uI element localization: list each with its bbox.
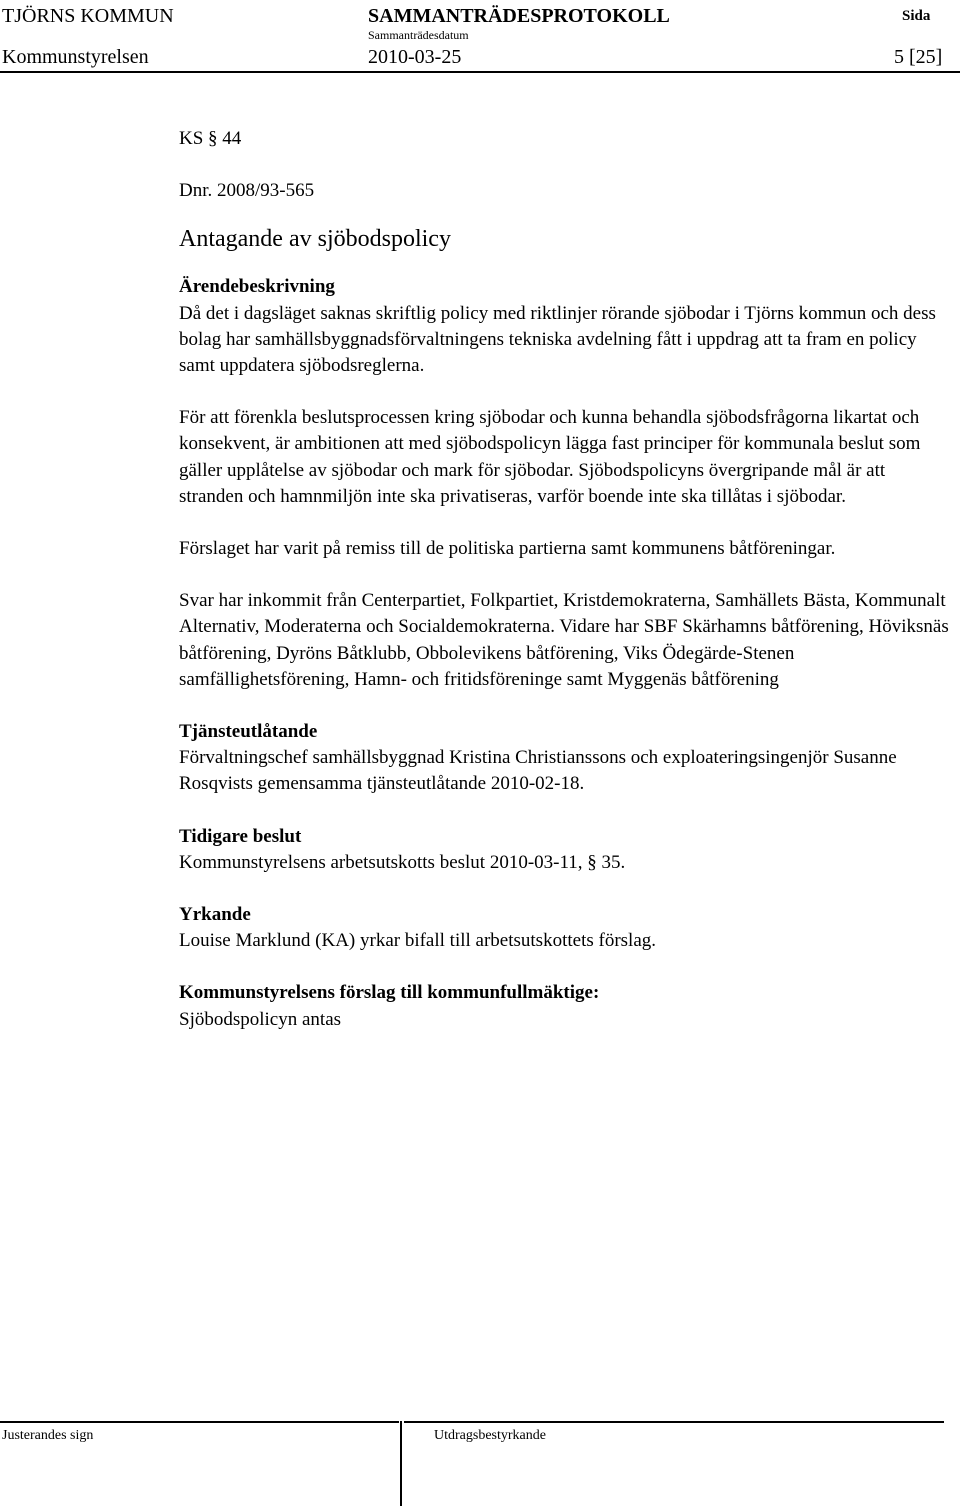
yrkande-heading: Yrkande	[179, 904, 251, 926]
tidigare-text: Kommunstyrelsens arbetsutskotts beslut 2010-03-11, § 35.	[179, 851, 626, 873]
page-number: 5 [25]	[894, 46, 943, 68]
footer-rule-right	[404, 1421, 944, 1423]
document-body	[179, 126, 954, 1033]
yrkande-text: Louise Marklund (KA) yrkar bifall till arbetsutskottets förslag.	[179, 930, 657, 952]
page-label: Sida	[902, 8, 931, 24]
footer-divider	[400, 1421, 402, 1506]
committee-name: Kommunstyrelsen	[2, 46, 149, 68]
meeting-date: 2010-03-25	[368, 46, 462, 68]
page-title: Antagande av sjöbodspolicy	[179, 226, 451, 253]
forslag-heading: Kommunstyrelsens förslag till kommunfullmäktige:	[179, 982, 600, 1004]
diary-number: Dnr. 2008/93-565	[179, 180, 315, 202]
section-number: KS § 44	[179, 128, 242, 149]
paragraph-purpose: För att förenkla beslutsprocessen kring sjöbodar och kunna behandla sjöbodsfrågorna likartat och konsekvent, är ambitionen att med sjöbodspolicyn lägga fast principer för kommunala beslut som gäller upplåtelse av sjöbodar och mark för sjöbodar. Sjöbodspolicyns övergripande mål är att stranden och hamnmiljön inte ska privatiseras, varför boende inte ska tillåtas i sjöbodar.	[179, 407, 921, 507]
tjanste-heading: Tjänsteutlåtande	[179, 721, 318, 743]
signature-label: Justerandes sign	[2, 1428, 94, 1443]
paragraph-responses: Svar har inkommit från Centerpartiet, Folkpartiet, Kristdemokraterna, Samhällets Bästa, Kommunalt Alternativ, Moderaterna och Socialdemokraterna. Vidare har SBF Skärhamns båtförening, Höviksnäs båtförening, Dyröns Båtklubb, Obbolevikens båtförening, Viks Ödegärde-Stenen samfällighetsförening, Hamn- och fritidsföreninge samt Myggenäs båtförening	[179, 590, 949, 690]
arende-heading: Ärendebeskrivning	[179, 276, 335, 298]
date-label: Sammanträdesdatum	[368, 28, 469, 42]
footer-rule-left	[0, 1421, 399, 1423]
arende-text: Då det i dagsläget saknas skriftlig policy med riktlinjer rörande sjöbodar i Tjörns kommun och dess bolag har samhällsbyggnadsförvaltningens tekniska avdelning fått i uppdrag att ta fram en policy samt uppdatera sjöbodsreglerna.	[179, 302, 936, 377]
document-type: SAMMANTRÄDESPROTOKOLL	[368, 5, 670, 27]
tjanste-text: Förvaltningschef samhällsbyggnad Kristina Christianssons och exploateringsingenjör Susanne Rosqvists gemensamma tjänsteutlåtande 2010-02-18.	[179, 747, 897, 795]
tidigare-heading: Tidigare beslut	[179, 825, 302, 847]
paragraph-remiss: Förslaget har varit på remiss till de politiska partierna samt kommunens båtföreningar.	[179, 538, 836, 560]
municipality-name: TJÖRNS KOMMUN	[2, 5, 174, 27]
header-rule	[0, 71, 960, 73]
forslag-text: Sjöbodspolicyn antas	[179, 1008, 342, 1030]
extract-certification-label: Utdragsbestyrkande	[434, 1428, 546, 1443]
